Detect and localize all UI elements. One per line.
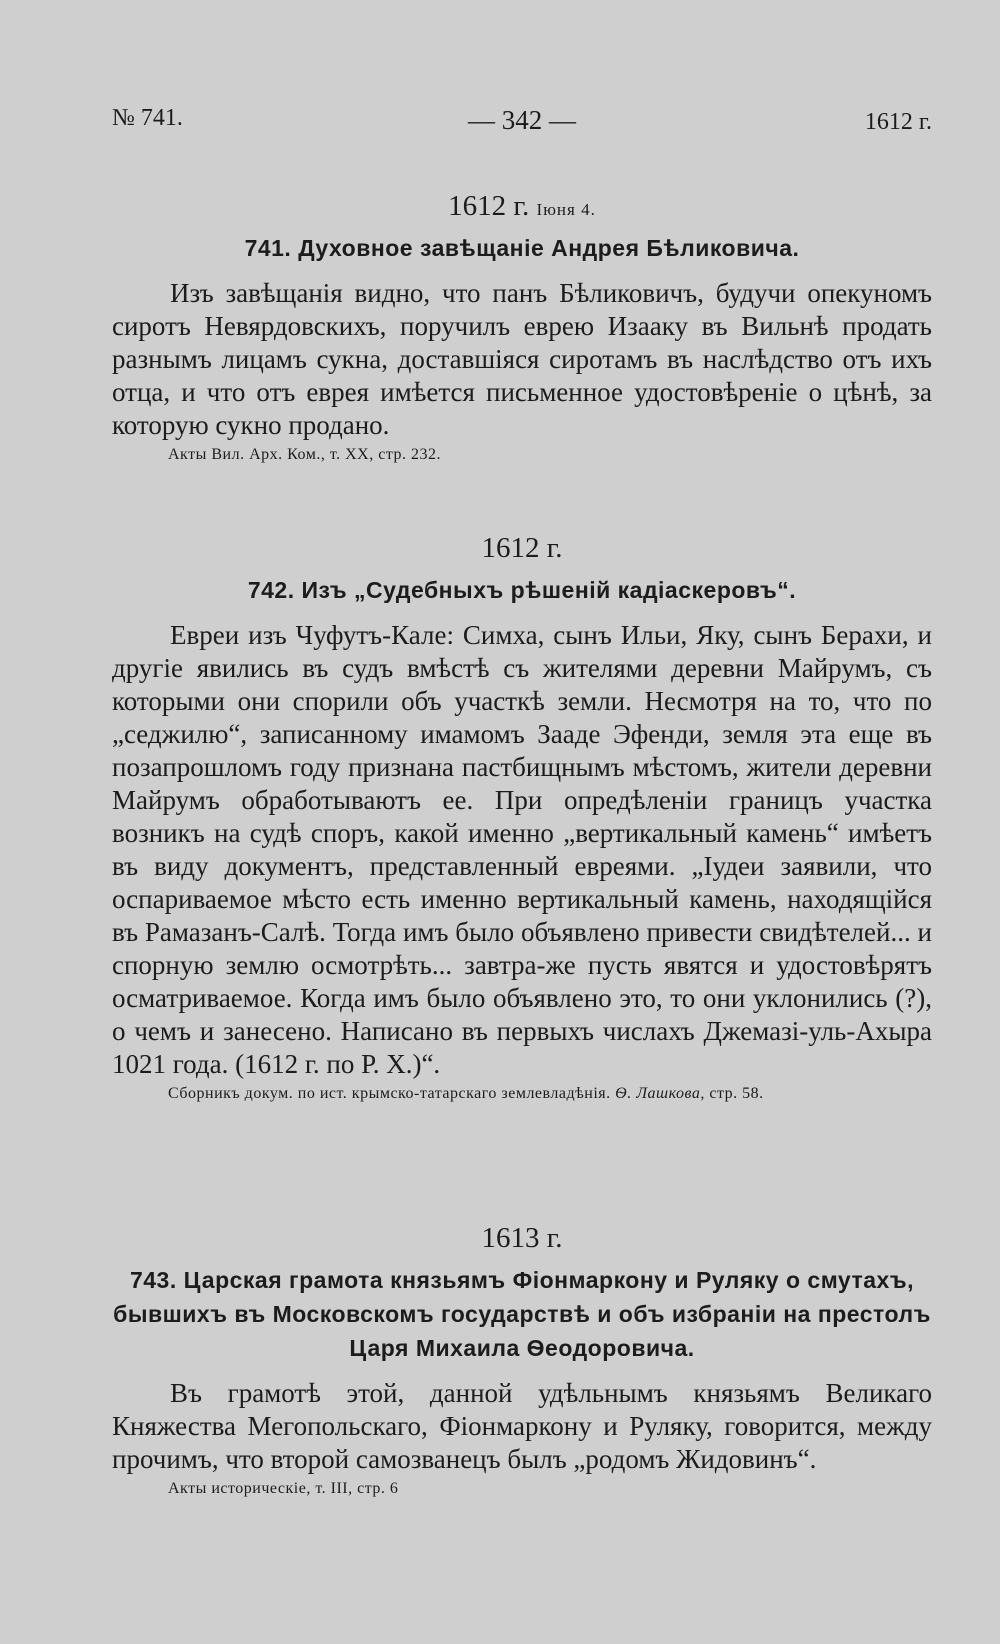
entry-source: Акты Вил. Арх. Ком., т. XX, стр. 232.: [168, 446, 442, 463]
entry-text: Евреи изъ Чуфутъ-Кале: Симха, сынъ Ильи, Яку, сынъ Берахи, и другіе явились въ судъ вмѣстѣ съ жителями деревни Майрумъ, съ которыми они спорили объ участкѣ земли. Несмотря на то, что по „седжилю“, записанному имамомъ Зааде Эфенди, земля эта еще въ позапрошломъ году признана пастбищнымъ мѣстомъ, жители деревни Майрумъ обработываютъ ее. При опредѣленіи границъ участка возникъ на судѣ споръ, какой именно „вертикальный камень“ имѣетъ въ виду документъ, представленный евреями. „Іудеи заявили, что оспариваемое мѣсто есть именно вертикальный камень, находящійся въ Рамазанъ-Салѣ. Тогда имъ было объявлено привести свидѣтелей... и спорную землю осмотрѣть... завтра-же пусть явятся и удостовѣрятъ осматриваемое. Когда имъ было объявлено это, то они уклонились (?), о чемъ и занесено. Написано въ первыхъ числахъ Джемазі-уль-Ахыра 1021 года. (1612 г. по Р. Х.)“.: [112, 620, 932, 1079]
entry-date-extra: Іюня 4.: [536, 200, 596, 219]
entry-text: Изъ завѣщанія видно, что панъ Бѣликовичъ, будучи опекуномъ сиротъ Невярдовскихъ, поручилъ еврею Изааку въ Вильнѣ продать разнымъ лицамъ сукна, доставшіяся сиротамъ въ наслѣдство отъ ихъ отца, и что отъ еврея имѣется письменное удостовѣреніе о цѣнѣ, за которую сукно продано.: [112, 278, 932, 440]
source-page: стр. 58.: [709, 1085, 764, 1102]
entry-year: 1612 г.: [448, 190, 530, 222]
entry-year: 1613 г.: [481, 1222, 563, 1254]
entry-742: [112, 532, 932, 1103]
header-year: 1612 г.: [864, 109, 932, 135]
entry-title: 742. Изъ „Судебныхъ рѣшеній кадіаскеровъ“.: [247, 577, 797, 603]
page-number: — 342 —: [468, 105, 576, 135]
entry-text: Въ грамотѣ этой, данной удѣльнымъ князьямъ Великаго Княжества Мегопольскаго, Фіонмаркону и Руляку, говорится, между прочимъ, что второй самозванецъ былъ „родомъ Жидовинъ“.: [112, 1378, 932, 1474]
entry-year: 1612 г.: [481, 532, 563, 564]
source-author: Ѳ. Лашкова,: [615, 1085, 705, 1102]
entry-743: [112, 1222, 932, 1498]
entry-date: [112, 190, 932, 223]
entry-741: [112, 190, 932, 464]
entry-source: [168, 1085, 932, 1103]
entry-title: 743. Царская грамота князьямъ Фіонмаркону и Руляку о смутахъ, бывшихъ въ Московскомъ государствѣ и объ избраніи на престолъ Царя Михаила Ѳеодоровича.: [113, 1267, 931, 1361]
source-collection: Сборникъ докум. по ист. крымско-татарскаго землевладѣнія.: [168, 1085, 611, 1102]
document-number: № 741.: [112, 105, 183, 131]
entry-title: 741. Духовное завѣщаніе Андрея Бѣликовича.: [244, 235, 800, 261]
running-head: [112, 105, 932, 145]
entry-source: Акты историческіе, т. III, стр. 6: [168, 1480, 399, 1497]
